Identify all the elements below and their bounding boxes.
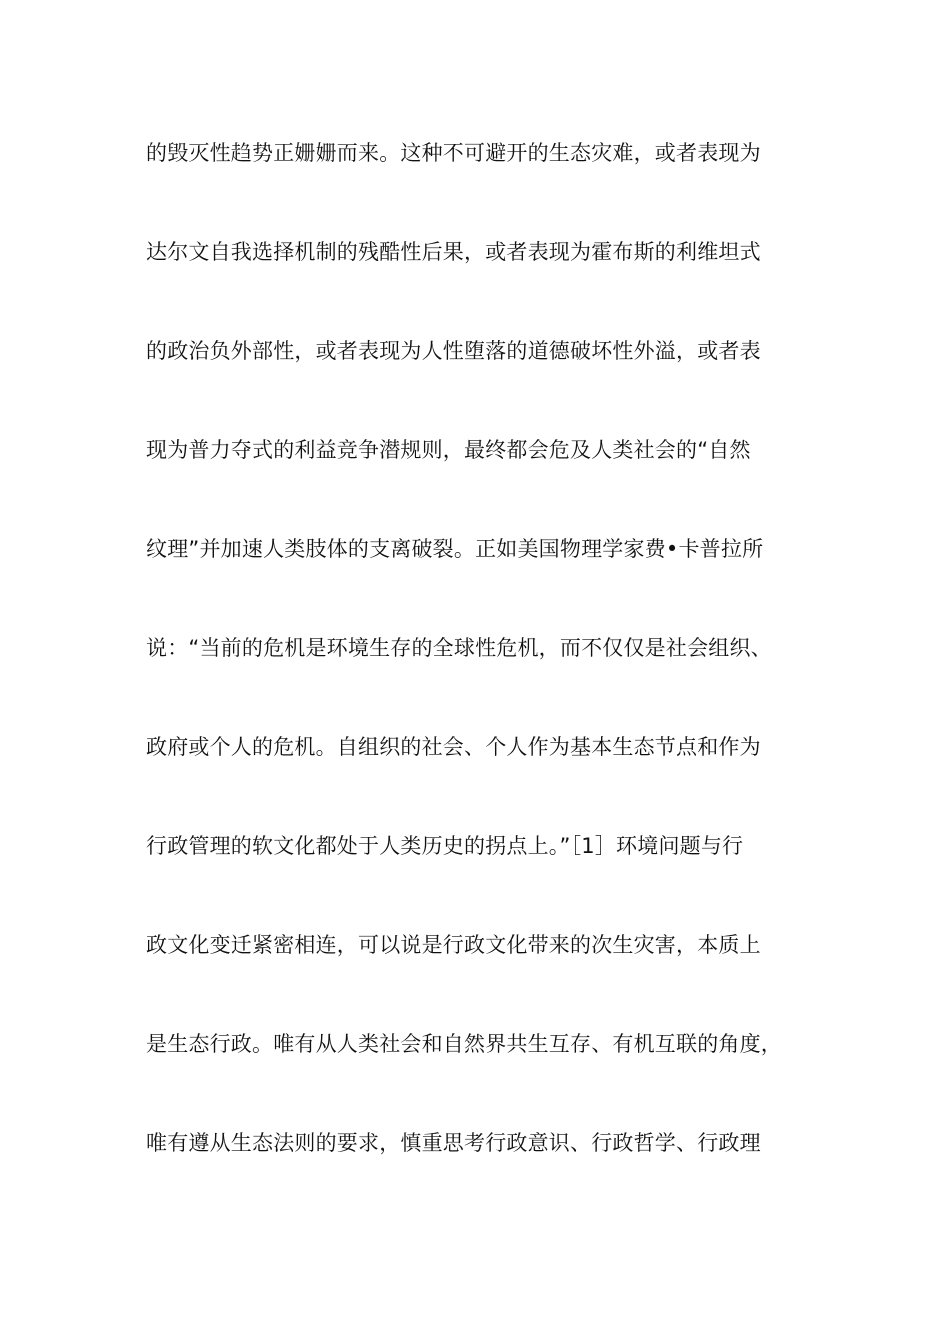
text-line: 达尔文自我选择机制的残酷性后果，或者表现为霍布斯的利维坦式	[146, 240, 761, 264]
text-line: 的政治负外部性，或者表现为人性堕落的道德破坏性外溢，或者表	[146, 339, 761, 363]
text-line: 纹理”并加速人类肢体的支离破裂。正如美国物理学家费•卡普拉所	[146, 537, 764, 561]
text-line: 是生态行政。唯有从人类社会和自然界共生互存、有机互联的角度，	[146, 1032, 782, 1056]
text-line: 政文化变迁紧密相连，可以说是行政文化带来的次生灾害，本质上	[146, 933, 761, 957]
text-line: 唯有遵从生态法则的要求，慎重思考行政意识、行政哲学、行政理	[146, 1131, 761, 1155]
text-line: 说：“当前的危机是环境生存的全球性危机，而不仅仅是社会组织、	[146, 636, 772, 660]
text-line: 的毁灭性趋势正姗姗而来。这种不可避开的生态灾难，或者表现为	[146, 141, 761, 165]
text-line: 政府或个人的危机。自组织的社会、个人作为基本生态节点和作为	[146, 735, 761, 759]
body-text	[146, 132, 836, 1221]
text-line: 行政管理的软文化都处于人类历史的拐点上。”［1］环境问题与行	[146, 834, 744, 858]
text-line: 现为普力夺式的利益竞争潜规则，最终都会危及人类社会的“自然	[146, 438, 751, 462]
